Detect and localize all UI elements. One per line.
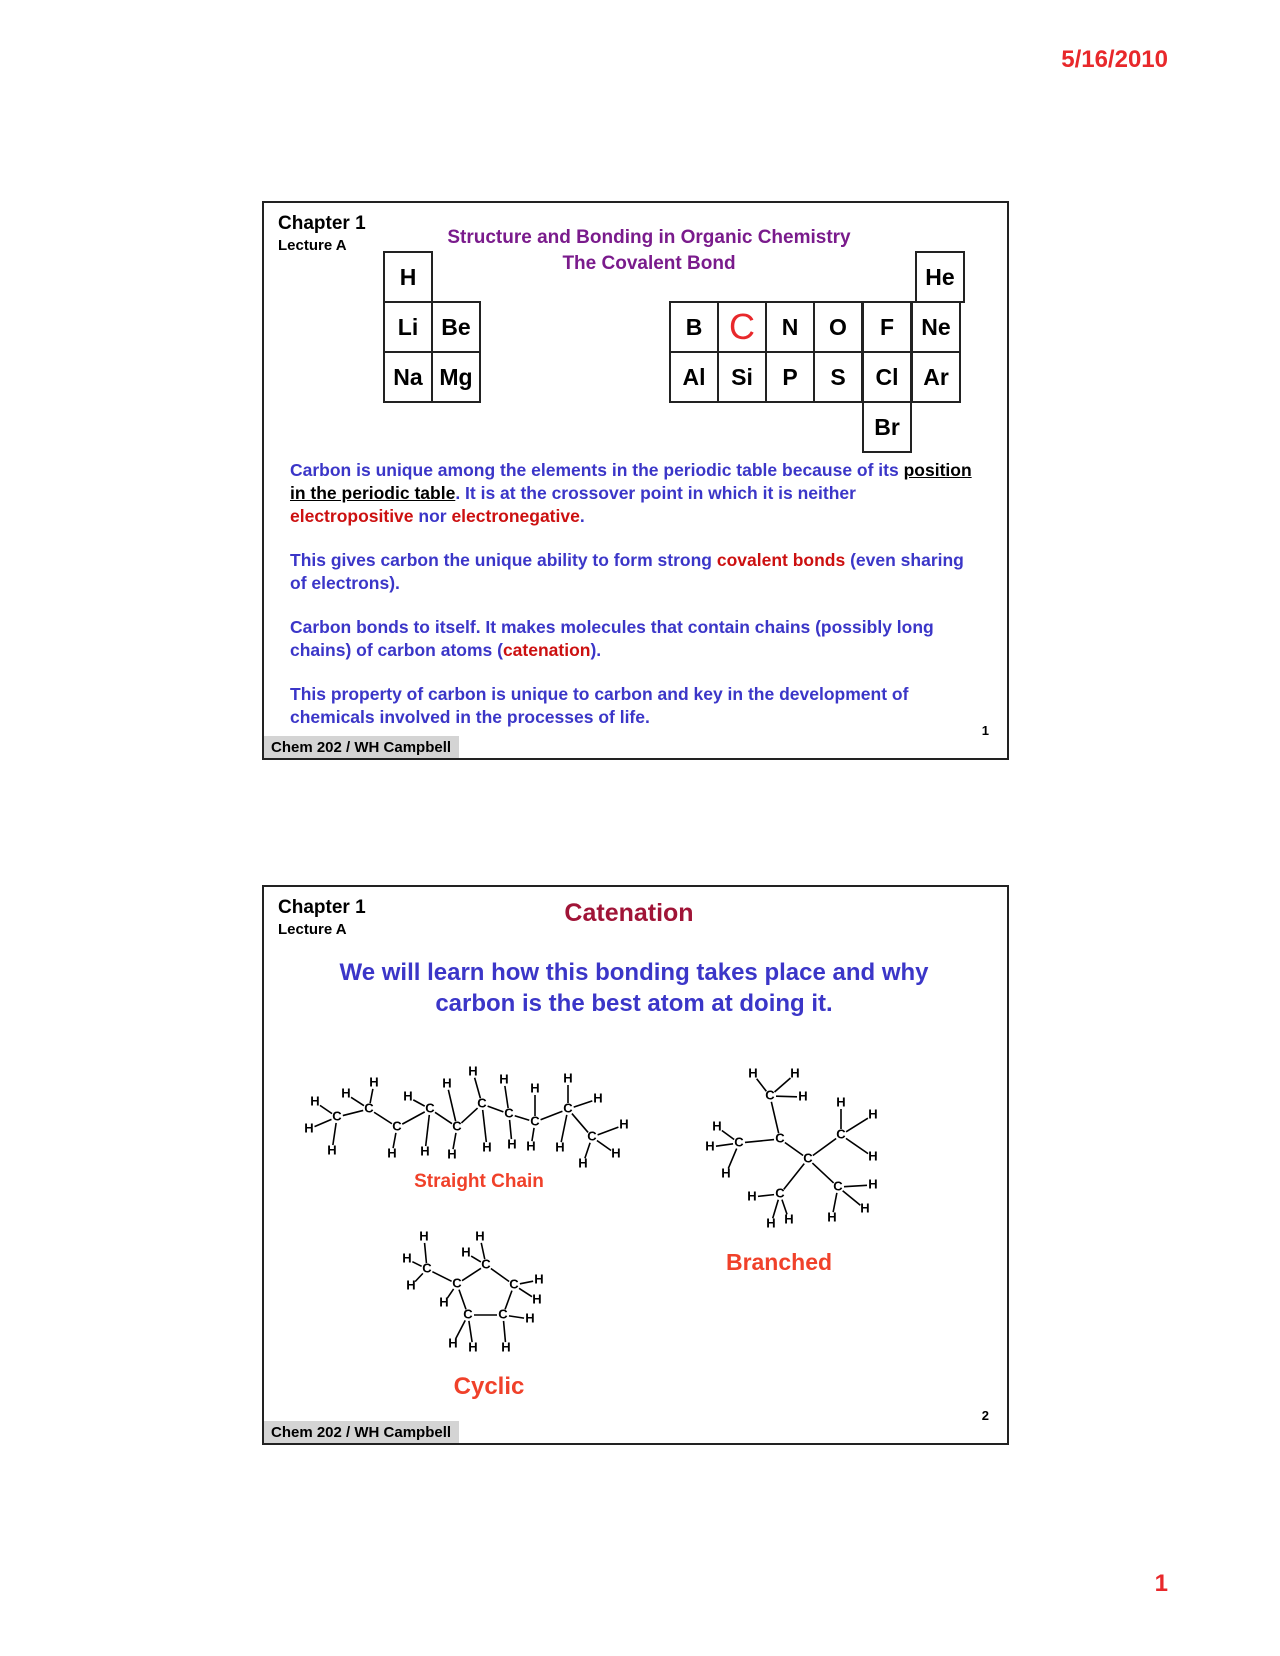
- carbon-atom: C: [765, 1087, 775, 1103]
- slide-number: 2: [981, 1408, 989, 1423]
- bond-line: [844, 1185, 867, 1186]
- hydrogen-atom: H: [501, 1339, 511, 1355]
- hydrogen-atom: H: [439, 1294, 449, 1310]
- hydrogen-atom: H: [611, 1145, 621, 1161]
- bond-line: [343, 1110, 363, 1115]
- hydrogen-atom: H: [304, 1120, 314, 1136]
- subtitle-line1: We will learn how this bonding takes place and why: [339, 959, 929, 986]
- hydrogen-atom: H: [369, 1074, 379, 1090]
- hydrogen-atom: H: [419, 1228, 429, 1244]
- hydrogen-atom: H: [836, 1094, 846, 1110]
- element-cell: H: [383, 251, 433, 303]
- chapter-label: Chapter 1: [278, 213, 366, 234]
- hydrogen-atom: H: [766, 1215, 776, 1231]
- element-cell-carbon: C: [717, 301, 767, 353]
- carbon-atom: C: [463, 1306, 473, 1322]
- bond-line: [515, 1116, 530, 1120]
- bond-line: [541, 1111, 563, 1120]
- bond-line: [402, 1112, 424, 1124]
- bond-line: [574, 1101, 593, 1107]
- hydrogen-atom: H: [447, 1146, 457, 1162]
- paragraph-2: This gives carbon the unique ability to form strong covalent bonds (even sharing of electrons).: [290, 550, 964, 593]
- bond-line: [509, 1316, 524, 1318]
- hydrogen-atom: H: [475, 1228, 485, 1244]
- bond-line: [426, 1115, 430, 1146]
- carbon-atom: C: [498, 1306, 508, 1322]
- bond-line: [462, 1268, 481, 1280]
- bond-line: [784, 1164, 805, 1190]
- element-cell: Li: [383, 301, 433, 353]
- bond-line: [520, 1281, 533, 1284]
- subtitle-line2: carbon is the best atom at doing it.: [435, 990, 833, 1017]
- bond-line: [471, 1256, 481, 1262]
- slide-title: Catenation: [564, 899, 694, 927]
- hydrogen-atom: H: [860, 1200, 870, 1216]
- carbon-atom: C: [530, 1113, 540, 1129]
- bond-line: [758, 1195, 774, 1197]
- bond-line: [776, 1096, 797, 1097]
- hydrogen-atom: H: [798, 1088, 808, 1104]
- slide-title-line2: The Covalent Bond: [562, 253, 736, 274]
- bond-line: [716, 1144, 733, 1146]
- caption-branched: Branched: [725, 1249, 833, 1275]
- hydrogen-atom: H: [341, 1085, 351, 1101]
- hydrogen-atom: H: [448, 1335, 458, 1351]
- hydrogen-atom: H: [327, 1142, 337, 1158]
- bond-line: [722, 1131, 734, 1140]
- carbon-atom: C: [364, 1100, 374, 1116]
- bond-line: [483, 1110, 487, 1142]
- bond-line: [843, 1191, 861, 1205]
- bond-line: [775, 1078, 791, 1092]
- element-cell: S: [813, 351, 863, 403]
- hydrogen-atom: H: [406, 1277, 416, 1293]
- element-cell: B: [669, 301, 719, 353]
- hydrogen-atom: H: [482, 1139, 492, 1155]
- paragraph-1: Carbon is unique among the elements in the periodic table because of its position in the periodic table. It is at the crossover point in which it is neither electropositive nor electronegative.: [290, 460, 972, 526]
- slide-2: [262, 885, 1009, 1445]
- slide-number: 1: [981, 723, 989, 738]
- hydrogen-atom: H: [784, 1211, 794, 1227]
- hydrogen-atom: H: [403, 1088, 413, 1104]
- bond-line: [491, 1268, 509, 1281]
- slide-title: [444, 225, 854, 277]
- bond-line: [448, 1090, 455, 1121]
- bond-line: [412, 1262, 421, 1267]
- element-cell: Be: [431, 301, 481, 353]
- bond-line: [813, 1139, 836, 1156]
- hydrogen-atom: H: [721, 1165, 731, 1181]
- bond-line: [598, 1127, 619, 1135]
- element-cell: Br: [862, 401, 912, 453]
- element-cell: P: [765, 351, 815, 403]
- straight-chain-molecule: [294, 1047, 644, 1171]
- element-cell: Mg: [431, 351, 481, 403]
- lecture-label: Lecture A: [278, 237, 347, 254]
- carbon-atom: C: [452, 1275, 462, 1291]
- element-cell: Al: [669, 351, 719, 403]
- element-cell: Si: [717, 351, 767, 403]
- carbon-atom: C: [481, 1256, 491, 1272]
- hydrogen-atom: H: [868, 1106, 878, 1122]
- element-cell: O: [813, 301, 863, 353]
- paragraph-3: Carbon bonds to itself. It makes molecules that contain chains (possibly long chains) of carbon atoms (catenation).: [290, 617, 934, 660]
- hydrogen-atom: H: [507, 1136, 517, 1152]
- element-cell: Ne: [911, 301, 961, 353]
- bond-line: [351, 1097, 364, 1105]
- bond-line: [572, 1114, 588, 1133]
- hydrogen-atom: H: [578, 1155, 588, 1171]
- carbon-atom: C: [833, 1178, 843, 1194]
- element-cell: F: [862, 301, 912, 353]
- page-date: 5/16/2010: [1061, 46, 1168, 73]
- hydrogen-atom: H: [705, 1138, 715, 1154]
- carbon-atom: C: [425, 1100, 435, 1116]
- hydrogen-atom: H: [499, 1071, 509, 1087]
- carbon-atom: C: [775, 1185, 785, 1201]
- hydrogen-atom: H: [387, 1145, 397, 1161]
- element-cell: Na: [383, 351, 433, 403]
- carbon-atom: C: [392, 1118, 402, 1134]
- cyclic-molecule: [389, 1227, 559, 1357]
- hydrogen-atom: H: [526, 1138, 536, 1154]
- slide-footer: Chem 202 / WH Campbell: [264, 1421, 459, 1443]
- hydrogen-atom: H: [468, 1063, 478, 1079]
- hydrogen-atom: H: [534, 1271, 544, 1287]
- hydrogen-atom: H: [530, 1080, 540, 1096]
- bond-line: [771, 1102, 778, 1133]
- bond-line: [413, 1100, 424, 1106]
- carbon-atom: C: [509, 1276, 519, 1292]
- chapter-label: Chapter 1: [278, 897, 366, 918]
- slide-1: [262, 201, 1009, 760]
- hydrogen-atom: H: [525, 1310, 535, 1326]
- slide-footer: Chem 202 / WH Campbell: [264, 736, 459, 758]
- element-cell: N: [765, 301, 815, 353]
- carbon-atom: C: [422, 1260, 432, 1276]
- hydrogen-atom: H: [563, 1070, 573, 1086]
- hydrogen-atom: H: [402, 1250, 412, 1266]
- hydrogen-atom: H: [555, 1139, 565, 1155]
- carbon-atom: C: [452, 1118, 462, 1134]
- caption-straight-chain: Straight Chain: [414, 1171, 544, 1192]
- bond-line: [846, 1138, 868, 1153]
- hydrogen-atom: H: [619, 1116, 629, 1132]
- carbon-atom: C: [803, 1150, 813, 1166]
- hydrogen-atom: H: [868, 1148, 878, 1164]
- carbon-atom: C: [477, 1095, 487, 1111]
- hydrogen-atom: H: [593, 1090, 603, 1106]
- hydrogen-atom: H: [827, 1209, 837, 1225]
- hydrogen-atom: H: [790, 1065, 800, 1081]
- bond-line: [785, 1142, 803, 1155]
- hydrogen-atom: H: [461, 1244, 471, 1260]
- caption-cyclic: Cyclic: [453, 1373, 525, 1400]
- element-cell: He: [915, 251, 965, 303]
- bond-line: [315, 1119, 332, 1126]
- element-cell: Cl: [862, 351, 912, 403]
- bond-line: [812, 1163, 833, 1183]
- hydrogen-atom: H: [420, 1143, 430, 1159]
- bond-line: [432, 1272, 451, 1282]
- bond-line: [597, 1140, 611, 1150]
- element-cell: Ar: [911, 351, 961, 403]
- bond-line: [461, 1108, 477, 1123]
- branched-molecule: [692, 1057, 892, 1231]
- slide-body: [290, 459, 980, 750]
- carbon-atom: C: [563, 1100, 573, 1116]
- slide-subtitle: [304, 957, 964, 1019]
- bond-line: [519, 1288, 532, 1296]
- hydrogen-atom: H: [468, 1339, 478, 1355]
- slide-title-line1: Structure and Bonding in Organic Chemistry: [447, 227, 851, 248]
- bond-line: [320, 1105, 332, 1113]
- carbon-atom: C: [734, 1134, 744, 1150]
- bond-line: [435, 1112, 452, 1123]
- page-number: 1: [1154, 1570, 1168, 1597]
- bond-line: [745, 1140, 774, 1143]
- carbon-atom: C: [504, 1105, 514, 1121]
- hydrogen-atom: H: [712, 1118, 722, 1134]
- carbon-atom: C: [836, 1126, 846, 1142]
- carbon-atom: C: [332, 1108, 342, 1124]
- hydrogen-atom: H: [748, 1065, 758, 1081]
- carbon-atom: C: [775, 1130, 785, 1146]
- bond-line: [374, 1112, 392, 1124]
- hydrogen-atom: H: [532, 1291, 542, 1307]
- hydrogen-atom: H: [868, 1176, 878, 1192]
- lecture-label: Lecture A: [278, 921, 347, 938]
- hydrogen-atom: H: [747, 1188, 757, 1204]
- bond-line: [488, 1106, 504, 1112]
- hydrogen-atom: H: [310, 1093, 320, 1109]
- paragraph-4: This property of carbon is unique to carbon and key in the development of chemicals involved in the processes of life.: [290, 684, 909, 727]
- hydrogen-atom: H: [442, 1075, 452, 1091]
- bond-line: [846, 1118, 868, 1132]
- carbon-atom: C: [587, 1128, 597, 1144]
- bond-line: [561, 1115, 567, 1142]
